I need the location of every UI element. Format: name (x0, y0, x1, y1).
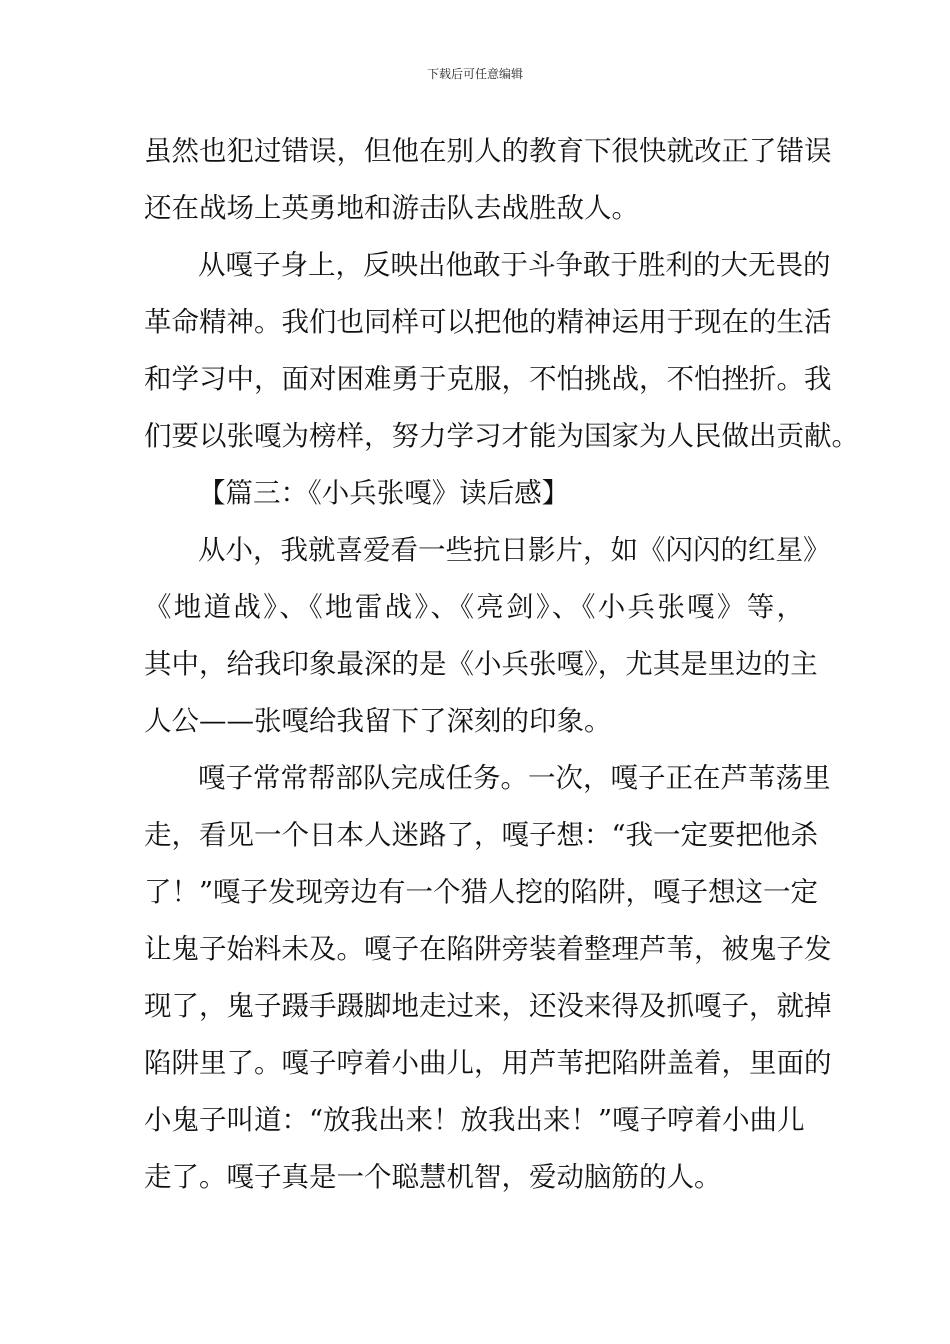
body-line: 小鬼子叫道：“放我出来！放我出来！”嘎子哼着小曲儿 (144, 1104, 805, 1136)
body-line: 其中，给我印象最深的是《小兵张嘎》，尤其是里边的主 (144, 648, 818, 680)
page-header: 下载后可任意编辑 (426, 67, 523, 81)
paragraph-first-line: 从小，我就喜爱看一些抗日影片，如《闪闪的红星》 (198, 534, 831, 566)
paragraph-first-line: 从嘎子身上，反映出他敢于斗争敢于胜利的大无畏的 (198, 249, 831, 281)
body-line: 陷阱里了。嘎子哼着小曲儿，用芦苇把陷阱盖着，里面的 (144, 1047, 832, 1079)
body-line: 走，看见一个日本人迷路了，嘎子想：“我一定要把他杀 (144, 819, 819, 851)
body-line: 还在战场上英勇地和游击队去战胜敌人。 (144, 192, 639, 224)
body-line: 人公——张嘎给我留下了深刻的印象。 (144, 705, 612, 737)
body-line: 和学习中，面对困难勇于克服，不怕挑战，不怕挫折。我 (144, 363, 832, 395)
body-line: 让鬼子始料未及。嘎子在陷阱旁装着整理芦苇，被鬼子发 (144, 933, 832, 965)
paragraph-first-line: 嘎子常常帮部队完成任务。一次，嘎子正在芦苇荡里 (198, 762, 831, 794)
section-heading: 【篇三：《小兵张嘎》读后感】 (198, 477, 570, 509)
body-line: 《地道战》、《地雷战》、《亮剑》、《小兵张嘎》等， (144, 591, 804, 623)
body-line: 了！”嘎子发现旁边有一个猎人挖的陷阱，嘎子想这一定 (144, 876, 819, 908)
body-line: 虽然也犯过错误，但他在别人的教育下很快就改正了错误 (144, 135, 832, 167)
body-line: 革命精神。我们也同样可以把他的精神运用于现在的生活 (144, 306, 832, 338)
body-line: 走了。嘎子真是一个聪慧机智，爱动脑筋的人。 (144, 1161, 722, 1193)
body-line: 们要以张嘎为榜样，努力学习才能为国家为人民做出贡献。 (144, 420, 859, 452)
body-line: 现了，鬼子蹑手蹑脚地走过来，还没来得及抓嘎子，就掉 (144, 990, 832, 1022)
